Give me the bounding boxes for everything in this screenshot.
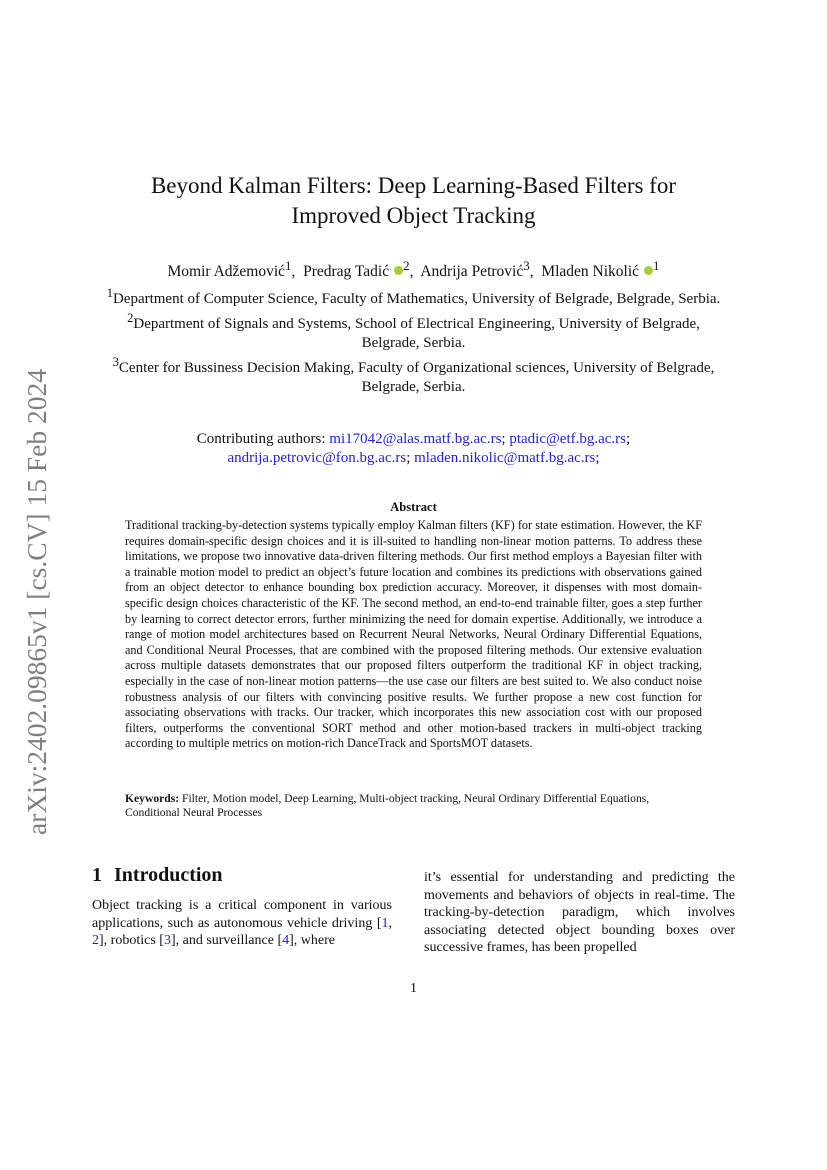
author-name: Andrija Petrović — [420, 263, 524, 281]
section-heading — [92, 862, 223, 888]
affiliation-list — [105, 284, 722, 397]
citation-link[interactable]: 2 — [92, 933, 99, 948]
intro-paragraph-right: it’s essential for understanding and predicting the movements and behaviors of objects in real-time. The tracking-by-detection paradigm, which involves associating detected object bounding boxes over successive frames, has been propelled — [424, 870, 735, 955]
intro-text: ], where — [289, 933, 335, 948]
abstract-heading: Abstract — [390, 500, 437, 514]
paper-title — [90, 171, 737, 231]
affiliation-text: Department of Computer Science, Faculty of Mathematics, University of Belgrade, Belgrade, Serbia. — [112, 291, 721, 307]
affiliation-mark: 3 — [112, 355, 119, 369]
affiliation — [105, 353, 722, 397]
intro-text: , — [388, 915, 392, 931]
affiliation-text: Center for Bussiness Decision Making, Faculty of Organizational sciences, University of Belgrade, Belgrade, Serbia. — [118, 360, 715, 395]
intro-text: ], robotics [ — [99, 933, 164, 948]
affiliation-mark: 2 — [127, 311, 134, 325]
paper-title-line-1: Beyond Kalman Filters: Deep Learning-Based Filters for — [150, 173, 677, 198]
paper-title-line-2: Improved Object Tracking — [291, 203, 536, 228]
email-link[interactable]: mi17042@alas.matf.bg.ac.rs — [329, 431, 502, 447]
keywords-label: Keywords: — [125, 792, 180, 805]
author-name: Predrag Tadić — [303, 263, 390, 281]
intro-text: Object tracking is a critical component in various applications, such as autonomous vehicle driving [ — [92, 898, 392, 931]
section-number: 1 — [92, 864, 102, 886]
section-title: Introduction — [114, 864, 223, 886]
author-affil-mark: 2 — [403, 258, 410, 273]
citation-link[interactable]: 1 — [381, 915, 389, 931]
keywords-text: Filter, Motion model, Deep Learning, Multi-object tracking, Neural Ordinary Differential Equations, Conditional Neural Processes — [125, 792, 650, 819]
contrib-label: Contributing authors: — [196, 431, 326, 447]
citation-link[interactable]: 3 — [163, 933, 171, 948]
abstract-text: Traditional tracking-by-detection systems typically employ Kalman filters (KF) for state estimation. However, the KF requires domain-specific design choices and it is ill-suited to handling non-linear motion patterns. To address these limitations, we propose two innovative data-driven filtering methods. Our first method employs a Bayesian filter with a trainable motion model to predict an object’s future location and combines its predictions with observations gained from an object detector to enhance bounding box prediction accuracy. Moreover, it dispenses with most domain-specific design choices characteristic of the KF. The second method, an end-to-end trainable filter, goes a step further by learning to correct detector errors, further minimizing the need for domain expertise. Additionally, we introduce a range of motion model architectures based on Recurrent Neural Networks, Neural Ordinary Differential Equations, and Conditional Neural Processes, that are combined with the proposed filtering methods. Our extensive evaluation across multiple datasets demonstrates that our proposed filters outperform the traditional KF in object tracking, especially in the case of non-linear motion patterns—the use case our filters are best suited to. We also conduct noise robustness analysis of our filters with convincing positive results. We further propose a new cost function for associating observations with tracks. Our tracker, which incorporates this new association cost with our proposed filters, outperforms the conventional SORT method and other motion-based trackers in multi-object tracking according to multiple metrics on motion-rich DanceTrack and SportsMOT datasets. — [125, 518, 702, 751]
email-link[interactable]: andrija.petrovic@fon.bg.ac.rs — [227, 450, 407, 466]
author-name: Mladen Nikolić — [541, 263, 640, 281]
affiliation — [105, 284, 722, 309]
author-name: Momir Adžemović — [167, 263, 286, 281]
keywords — [125, 792, 702, 819]
affiliation — [105, 309, 722, 353]
orcid-icon[interactable] — [394, 266, 403, 275]
author-affil-mark: 3 — [523, 258, 530, 273]
intro-text: ], and surveillance [ — [170, 933, 283, 948]
arxiv-identifier — [19, 359, 55, 845]
author-list: Momir Adžemović$^1$, Predrag Tadić $^2$, Andrija Petrović$^3$, Mladen Nikolić $^1$ — [167, 258, 660, 281]
arxiv-identifier-text: arXiv:2402.09865v1 [cs.CV] 15 Feb 2024 — [21, 369, 52, 835]
email-link[interactable]: mladen.nikolic@matf.bg.ac.rs — [414, 450, 596, 466]
intro-paragraph-left — [92, 897, 392, 950]
contributing-authors: Contributing authors: mi17042@alas.matf.bg.ac.rs; ptadic@etf.bg.ac.rs; andrija.petrovic@fon.bg.ac.rs; mladen.nikolic@matf.bg.ac.rs; — [196, 431, 631, 466]
citation-link[interactable]: 4 — [282, 933, 290, 948]
orcid-icon[interactable] — [644, 266, 653, 275]
email-link[interactable]: ptadic@etf.bg.ac.rs — [509, 431, 627, 447]
affiliation-text: Department of Signals and Systems, School of Electrical Engineering, University of Belgrade, Belgrade, Serbia. — [133, 316, 700, 351]
affiliation-mark: 1 — [106, 286, 113, 300]
author-affil-mark: 1 — [653, 258, 660, 273]
author-affil-mark: 1 — [285, 258, 292, 273]
page-number: 1 — [410, 981, 417, 996]
